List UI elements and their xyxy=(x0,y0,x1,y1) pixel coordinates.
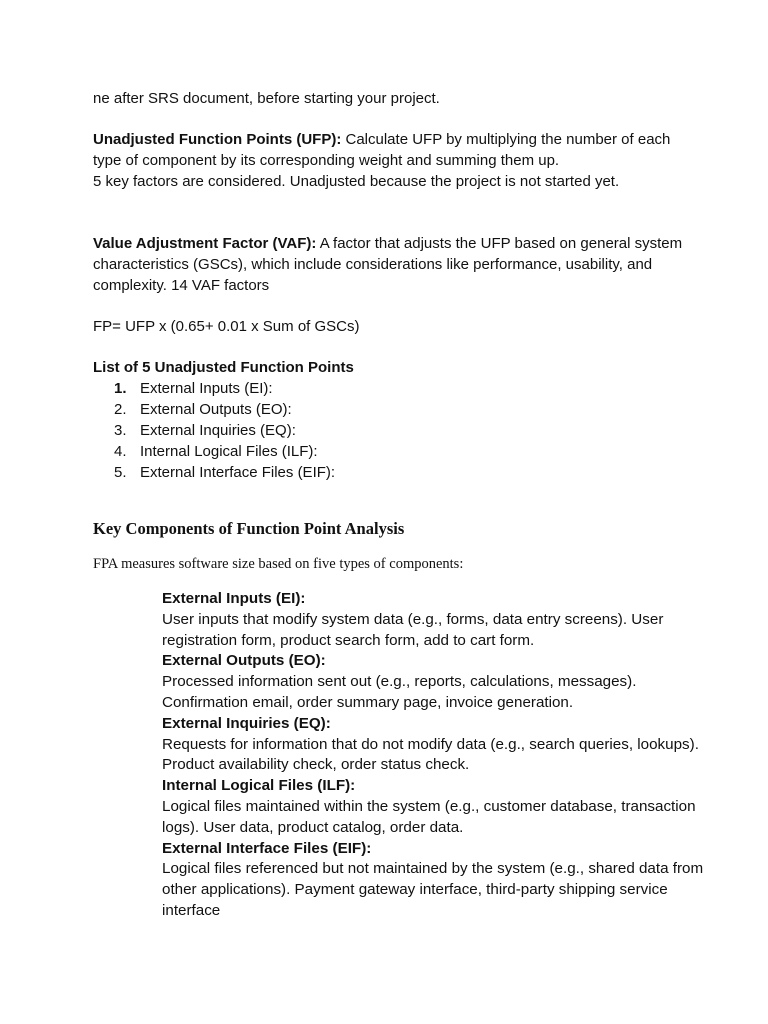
list-item-label: External Outputs (EO): xyxy=(140,401,292,418)
ufp-list-heading: List of 5 Unadjusted Function Points xyxy=(93,359,354,376)
list-item-label: Internal Logical Files (ILF): xyxy=(140,443,318,460)
key-components-heading: Key Components of Function Point Analysis xyxy=(93,519,405,538)
list-item-number: 4. xyxy=(114,443,127,460)
list-item-number: 3. xyxy=(114,422,127,439)
vaf-text: A factor that adjusts the UFP based on general system characteristics (GSCs), which include considerations like performance, usability, and complexity. 14 VAF factors xyxy=(93,235,683,294)
list-item-label: External Interface Files (EIF): xyxy=(140,464,336,481)
key-components-intro: FPA measures software size based on five types of components: xyxy=(93,556,464,572)
component-title: Internal Logical Files (ILF): xyxy=(162,777,356,795)
component-title: External Interface Files (EIF): xyxy=(162,839,372,857)
component-description: Logical files maintained within the system (e.g., customer database, transaction logs). User data, product catalog, order data. xyxy=(162,797,696,836)
component-title: External Inquiries (EQ): xyxy=(162,714,331,732)
list-item xyxy=(114,378,674,399)
vaf-term: Value Adjustment Factor (VAF): xyxy=(93,235,317,252)
list-item xyxy=(114,399,674,420)
component-title: External Inputs (EI): xyxy=(162,590,306,607)
list-item xyxy=(114,441,674,462)
fp-formula: FP= UFP x (0.65+ 0.01 x Sum of GSCs) xyxy=(93,318,360,335)
component-description: Requests for information that do not modify data (e.g., search queries, lookups). Product availability check, order status check. xyxy=(162,735,699,774)
list-item-label: External Inquiries (EQ): xyxy=(140,422,296,439)
ufp-paragraph xyxy=(93,129,693,192)
ufp-text: Calculate UFP by multiplying the number of each type of component by its corresponding weight and summing them up. xyxy=(93,131,671,169)
component-description: User inputs that modify system data (e.g., forms, data entry screens). User registration form, product search form, add to cart form. xyxy=(162,610,664,649)
list-item-number: 2. xyxy=(114,401,127,418)
components-list xyxy=(162,589,722,922)
list-item-label: External Inputs (EI): xyxy=(140,380,273,397)
list-item xyxy=(114,420,674,441)
list-item-number: 1. xyxy=(114,380,127,397)
ufp-term: Unadjusted Function Points (UFP): xyxy=(93,131,342,148)
component-description: Processed information sent out (e.g., reports, calculations, messages). Confirmation email, order summary page, invoice generation. xyxy=(162,673,637,711)
ufp-list xyxy=(114,378,674,483)
component-title: External Outputs (EO): xyxy=(162,652,326,670)
component-description: Logical files referenced but not maintained by the system (e.g., shared data from other applications). Payment gateway interface, third-party shipping service interface xyxy=(162,860,704,919)
vaf-paragraph xyxy=(93,233,693,296)
intro-line: ne after SRS document, before starting your project. xyxy=(93,90,440,107)
ufp-text-2: 5 key factors are considered. Unadjusted because the project is not started yet. xyxy=(93,173,620,190)
list-item xyxy=(114,462,674,483)
list-item-number: 5. xyxy=(114,464,127,481)
